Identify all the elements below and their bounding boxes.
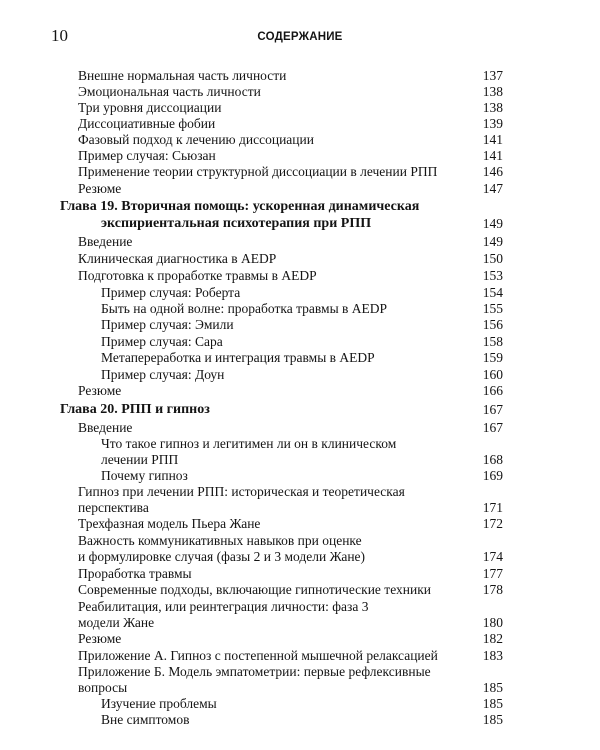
entry-page-number: 149 (482, 216, 503, 231)
entry-title: Метапереработка и интеграция травмы в AEDP (101, 350, 375, 365)
entry-title: Что такое гипноз и легитимен ли он в клиническом (101, 436, 397, 451)
page-number: 10 (51, 26, 68, 45)
entry-page-number: 185 (482, 680, 503, 695)
entry-title: Резюме (78, 631, 122, 646)
entry-title: экспириентальная психотерапия при РПП (101, 216, 372, 231)
entry-page-number: 174 (482, 549, 503, 564)
entry-title: Пример случая: Роберта (101, 285, 241, 300)
entry-page-number: 167 (482, 402, 503, 417)
entry-title: Реабилитация, или реинтеграция личности: фаза 3 (78, 599, 369, 614)
entry-title: Подготовка к проработке травмы в AEDP (78, 268, 317, 283)
entry-title: Пример случая: Сьюзан (78, 148, 216, 163)
entry-title: Фазовый подход к лечению диссоциации (78, 132, 314, 147)
entry-title: Быть на одной волне: проработка травмы в AEDP (101, 301, 388, 316)
entry-title: лечении РПП (101, 452, 179, 467)
entry-title: модели Жане (78, 615, 155, 630)
entry-title: Трехфазная модель Пьера Жане (78, 516, 261, 531)
entry-title: Почему гипноз (101, 468, 188, 483)
entry-page-number: 153 (482, 268, 503, 283)
entry-page-number: 185 (482, 696, 503, 711)
entry-page-number: 150 (482, 251, 503, 266)
entry-title: Вне симптомов (101, 712, 190, 727)
entry-page-number: 167 (482, 420, 503, 435)
entry-title: Современные подходы, включающие гипнотические техники (78, 582, 431, 597)
entry-title: Проработка травмы (78, 566, 192, 581)
entry-page-number: 141 (482, 132, 503, 147)
entry-title: перспектива (78, 500, 149, 515)
entry-page-number: 146 (482, 164, 503, 179)
entry-page-number: 172 (482, 516, 503, 531)
entry-page-number: 159 (482, 350, 503, 365)
entry-page-number: 147 (482, 181, 503, 196)
entry-page-number: 168 (482, 452, 503, 467)
entry-page-number: 149 (482, 234, 503, 249)
entry-page-number: 160 (482, 367, 503, 382)
entry-title: Глава 19. Вторичная помощь: ускоренная динамическая (60, 199, 420, 214)
entry-page-number: 185 (482, 712, 503, 727)
entry-page-number: 154 (482, 285, 503, 300)
entry-title: Приложение Б. Модель эмпатометрии: первые рефлексивные (78, 664, 431, 679)
entry-title: Три уровня диссоциации (78, 100, 222, 115)
entry-title: Приложение А. Гипноз с постепенной мышечной релаксацией (78, 648, 438, 663)
entry-page-number: 166 (482, 383, 503, 398)
entry-title: Глава 20. РПП и гипноз (60, 402, 210, 417)
entry-page-number: 178 (482, 582, 503, 597)
entry-title: Резюме (78, 383, 122, 398)
entry-title: Клиническая диагностика в AEDP (78, 251, 277, 266)
entry-page-number: 138 (482, 84, 503, 99)
entry-title: Пример случая: Эмили (101, 317, 234, 332)
entry-page-number: 158 (482, 334, 503, 349)
entry-title: Пример случая: Доун (101, 367, 225, 382)
entry-title: Введение (78, 420, 133, 435)
entry-page-number: 137 (482, 68, 503, 83)
entry-page-number: 156 (482, 317, 503, 332)
entry-title: Применение теории структурной диссоциации в лечении РПП (78, 164, 438, 179)
entry-page-number: 141 (482, 148, 503, 163)
entry-page-number: 182 (482, 631, 503, 646)
entry-page-number: 180 (482, 615, 503, 630)
entry-title: вопросы (78, 680, 128, 695)
entry-title: Диссоциативные фобии (78, 116, 216, 131)
entry-page-number: 183 (482, 648, 503, 663)
entry-page-number: 177 (482, 566, 503, 581)
entry-title: и формулировке случая (фазы 2 и 3 модели Жане) (78, 549, 366, 564)
entry-page-number: 169 (482, 468, 503, 483)
entry-page-number: 139 (482, 116, 503, 131)
entry-title: Резюме (78, 181, 122, 196)
entry-page-number: 155 (482, 301, 503, 316)
entry-title: Введение (78, 234, 133, 249)
entry-title: Важность коммуникативных навыков при оценке (78, 533, 362, 548)
entry-page-number: 138 (482, 100, 503, 115)
running-title: СОДЕРЖАНИЕ (257, 31, 343, 43)
entry-title: Пример случая: Сара (101, 334, 223, 349)
entry-title: Гипноз при лечении РПП: историческая и теоретическая (78, 484, 405, 499)
entry-title: Внешне нормальная часть личности (78, 68, 287, 83)
entry-title: Изучение проблемы (101, 696, 217, 711)
entry-title: Эмоциональная часть личности (78, 84, 261, 99)
entry-page-number: 171 (482, 500, 503, 515)
